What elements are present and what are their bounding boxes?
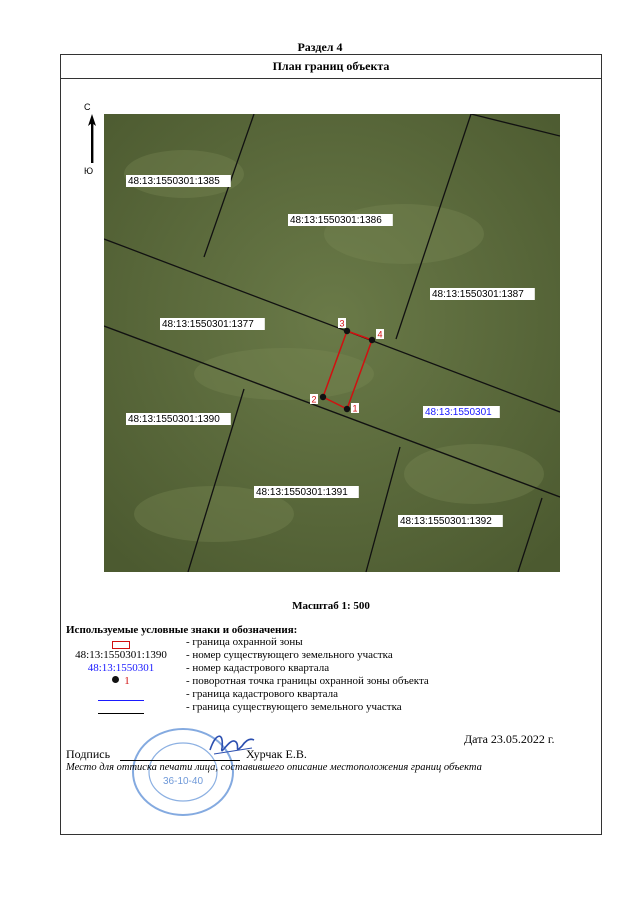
legend-text-parcel-line: - граница существующего земельного участка <box>186 701 402 713</box>
parcel-label: 48:13:1550301:1392 <box>400 516 492 527</box>
zone-point-label-3: 3 <box>339 318 345 329</box>
zone-point-3 <box>344 328 350 334</box>
zone-point-label-2: 2 <box>311 394 317 405</box>
parcel-label: 48:13:1550301:1391 <box>256 487 348 498</box>
parcel-label: 48:13:1550301:1385 <box>128 176 220 187</box>
map-scale: Масштаб 1: 500 <box>292 600 370 612</box>
point-number-sample: 1 <box>124 675 130 687</box>
map-canvas <box>104 114 560 572</box>
legend-symbol-quarter: 48:13:1550301 <box>87 662 155 674</box>
page-title: План границ объекта <box>60 54 602 79</box>
zone-point-1 <box>344 406 350 412</box>
parcel-label: 48:13:1550301:1387 <box>432 289 524 300</box>
zone-boundary-swatch <box>112 641 130 649</box>
compass-south-label: Ю <box>84 166 94 176</box>
legend-symbol-parcel: 48:13:1550301:1390 <box>75 649 167 661</box>
zone-point-label-1: 1 <box>352 403 358 414</box>
legend-symbol-parcel-line <box>66 701 176 713</box>
point-dot-icon <box>112 676 119 683</box>
legend-text-quarter-line: - граница кадастрового квартала <box>186 688 338 700</box>
zone-point-4 <box>369 337 375 343</box>
legend-symbol-point <box>66 675 176 688</box>
legend-text-point: - поворотная точка границы охранной зоны объекта <box>186 675 429 687</box>
boundary-map <box>104 114 560 572</box>
compass-north-label: С <box>84 102 91 112</box>
legend-title: Используемые условные знаки и обозначения: <box>66 624 298 636</box>
legend-text-parcel: - номер существующего земельного участка <box>186 649 393 661</box>
quarter-label: 48:13:1550301 <box>425 407 492 418</box>
svg-text:36-10-40: 36-10-40 <box>162 776 204 787</box>
zone-point-2 <box>320 394 326 400</box>
north-arrow-icon <box>84 114 100 166</box>
signature-label: Подпись <box>66 747 111 761</box>
parcel-label: 48:13:1550301:1377 <box>162 319 254 330</box>
stamp-place-note: Место для оттиска печати лица, составившего описание местоположения границ объекта <box>66 762 482 773</box>
section-heading: Раздел 4 <box>297 40 343 54</box>
signer-name: Хурчак Е.В. <box>246 747 307 761</box>
signature-line <box>120 760 240 761</box>
zone-point-label-4: 4 <box>377 329 383 340</box>
legend-text-quarter: - номер кадастрового квартала <box>186 662 330 674</box>
document-date: Дата 23.05.2022 г. <box>464 732 555 746</box>
parcel-label: 48:13:1550301:1390 <box>128 414 220 425</box>
legend-symbol-quarter-line <box>66 688 176 700</box>
compass-icon <box>84 102 100 178</box>
parcel-label: 48:13:1550301:1386 <box>290 215 382 226</box>
legend-symbol-zone <box>66 636 176 648</box>
legend-text-zone: - граница охранной зоны <box>186 636 303 648</box>
